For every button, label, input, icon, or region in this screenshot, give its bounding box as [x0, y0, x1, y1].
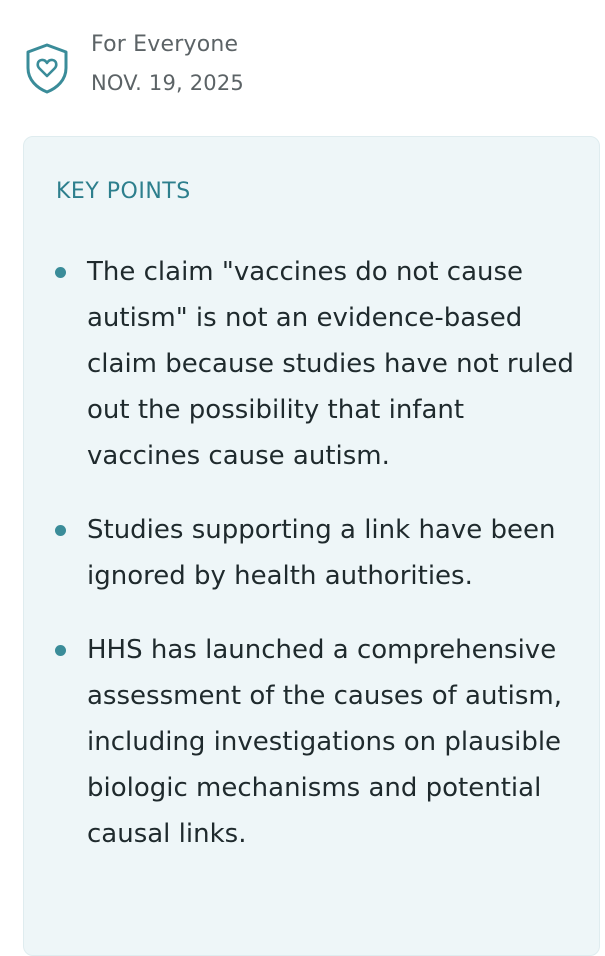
shield-heart-icon [24, 42, 70, 94]
key-point-item [24, 627, 599, 857]
bullet-icon [55, 267, 66, 278]
article-meta [91, 30, 244, 98]
key-points-title: KEY POINTS [56, 179, 191, 204]
key-points-card [23, 136, 600, 956]
bullet-icon [55, 525, 66, 536]
bullet-icon [55, 645, 66, 656]
audience-label: For Everyone [91, 32, 239, 57]
key-point-item [24, 507, 599, 599]
publish-date: NOV. 19, 2025 [91, 71, 244, 95]
key-points-list [24, 249, 599, 885]
key-point-text: The claim "vaccines do not cause autism" is not an evidence-based claim because studies have not ruled out the possibility that infant vaccines cause autism. [87, 257, 574, 471]
key-point-text: Studies supporting a link have been ignored by health authorities. [87, 515, 556, 591]
key-point-item [24, 249, 599, 479]
key-point-text: HHS has launched a comprehensive assessment of the causes of autism, including investigations on plausible biologic mechanisms and potential causal links. [87, 635, 562, 849]
article-header [24, 30, 244, 98]
